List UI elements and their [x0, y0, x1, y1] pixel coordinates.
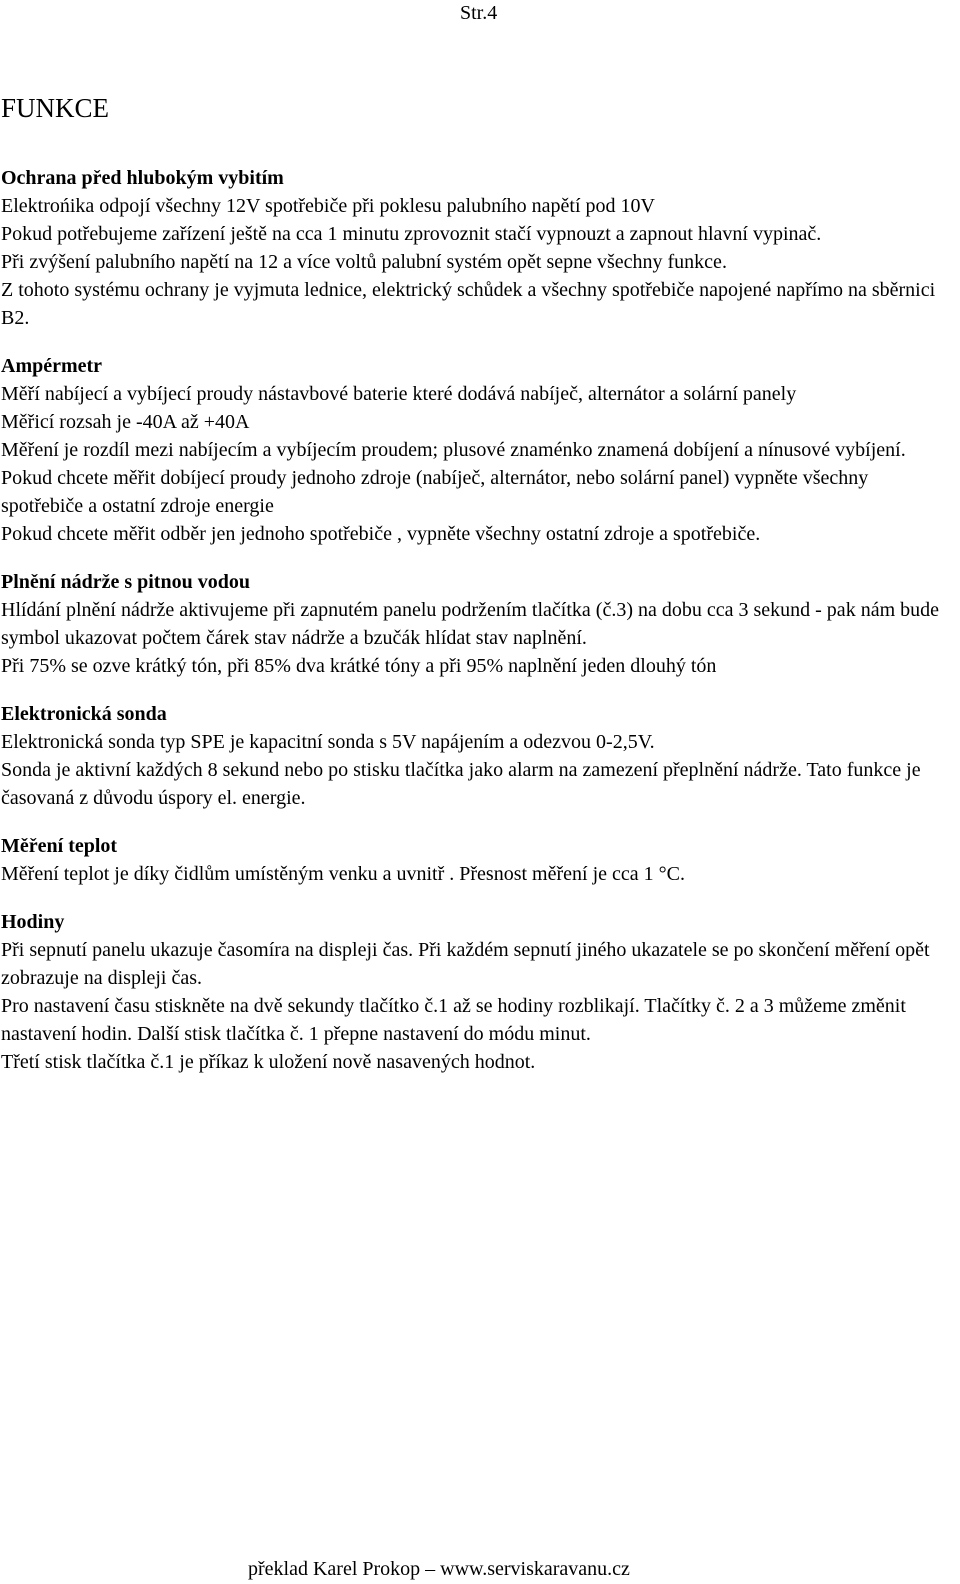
paragraph: Při 75% se ozve krátký tón, při 85% dva krátké tóny a při 95% naplnění jeden dlouhý tón — [1, 655, 717, 677]
paragraph: Při sepnutí panelu ukazuje časomíra na displeji čas. Při každém sepnutí jiného ukazatele se po skončení měření opět zobrazuje na displeji čas. — [1, 939, 930, 989]
section-heading: Plnění nádrže s pitnou vodou — [1, 571, 250, 593]
paragraph: Měření teplot je díky čidlům umístěným venku a uvnitř . Přesnost měření je cca 1 °C. — [1, 863, 685, 885]
section-heading: Měření teplot — [1, 835, 118, 857]
section-heading: Ampérmetr — [1, 355, 103, 377]
document-title: FUNKCE — [1, 93, 110, 123]
section-ammeter — [1, 352, 951, 548]
section-temperature — [1, 832, 951, 888]
page-number: Str.4 — [460, 2, 498, 24]
paragraph: Měření je rozdíl mezi nabíjecím a vybíjecím proudem; plusové znaménko znamená dobíjení a nínusové vybíjení. — [1, 439, 906, 461]
section-heading: Elektronická sonda — [1, 703, 167, 725]
paragraph: Elektrońika odpojí všechny 12V spotřebiče při poklesu palubního napětí pod 10V — [1, 195, 655, 217]
section-electronic-probe — [1, 700, 951, 812]
paragraph: Pokud chcete měřit dobíjecí proudy jednoho zdroje (nabíječ, alternátor, nebo solární panel) vypněte všechny spotřebiče a ostatní zdroje energie — [1, 467, 869, 517]
paragraph: Sonda je aktivní každých 8 sekund nebo po stisku tlačítka jako alarm na zamezení přeplnění nádrže. Tato funkce je časovaná z důvodu úspory el. energie. — [1, 759, 921, 809]
paragraph: Měří nabíjecí a vybíjecí proudy nástavbové baterie které dodává nabíječ, alternátor a solární panely — [1, 383, 797, 405]
footer-credit: překlad Karel Prokop – www.serviskaravanu.cz — [248, 1558, 630, 1580]
paragraph: Měřicí rozsah je -40A až +40A — [1, 411, 250, 433]
section-deep-discharge — [1, 164, 951, 332]
paragraph: Z tohoto systému ochrany je vyjmuta lednice, elektrický schůdek a všechny spotřebiče napojené napřímo na sběrnici B2. — [1, 279, 936, 329]
section-clock — [1, 908, 951, 1076]
section-water-tank — [1, 568, 951, 680]
paragraph: Hlídání plnění nádrže aktivujeme při zapnutém panelu podržením tlačítka (č.3) na dobu cca 3 sekund - pak nám bude symbol ukazovat počtem čárek stav nádrže a bzučák hlídat stav naplnění. — [1, 599, 939, 649]
document-body — [1, 88, 951, 1096]
paragraph: Pokud chcete měřit odběr jen jednoho spotřebiče , vypněte všechny ostatní zdroje a spotřebiče. — [1, 523, 761, 545]
section-heading: Ochrana před hlubokým vybitím — [1, 167, 284, 189]
paragraph: Elektronická sonda typ SPE je kapacitní sonda s 5V napájením a odezvou 0-2,5V. — [1, 731, 655, 753]
paragraph: Třetí stisk tlačítka č.1 je příkaz k uložení nově nasavených hodnot. — [1, 1051, 536, 1073]
section-heading: Hodiny — [1, 911, 65, 933]
paragraph: Při zvýšení palubního napětí na 12 a více voltů palubní systém opět sepne všechny funkce. — [1, 251, 727, 273]
paragraph: Pokud potřebujeme zařízení ještě na cca 1 minutu zprovoznit stačí vypnouzt a zapnout hlavní vypinač. — [1, 223, 822, 245]
paragraph: Pro nastavení času stiskněte na dvě sekundy tlačítko č.1 až se hodiny rozblikají. Tlačítky č. 2 a 3 můžeme změnit nastavení hodin. Další stisk tlačítka č. 1 přepne nastavení do módu minut. — [1, 995, 906, 1045]
